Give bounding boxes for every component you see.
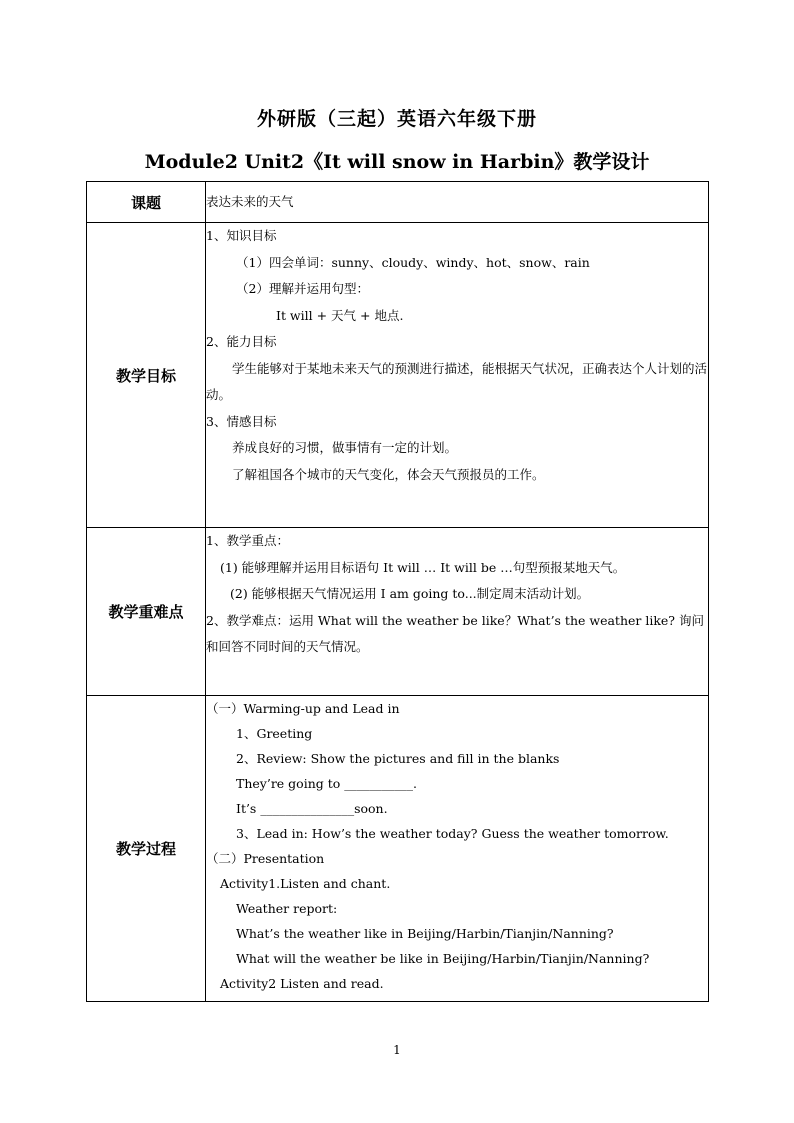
objective-line: It will + 天气 + 地点. bbox=[276, 307, 404, 323]
process-label: 教学过程 bbox=[87, 696, 206, 1002]
objective-line: （2）理解并运用句型： bbox=[236, 281, 369, 296]
process-line: It’s _______________soon. bbox=[236, 801, 388, 816]
process-line: 2、Review: Show the pictures and fill in the blanks bbox=[236, 751, 560, 766]
table-row-process bbox=[87, 696, 709, 1002]
objective-line: （1）四会单词：sunny、cloudy、windy、hot、snow、rain bbox=[236, 254, 590, 270]
objective-line: 3、情感目标 bbox=[206, 413, 277, 429]
key-points-content bbox=[206, 528, 709, 696]
key-points-label: 教学重难点 bbox=[87, 528, 206, 696]
document-subtitle: Module2 Unit2《It will snow in Harbin》教学设计 bbox=[144, 151, 650, 173]
process-line: 3、Lead in: How’s the weather today? Guess the weather tomorrow. bbox=[236, 826, 669, 841]
process-line: They’re going to ___________. bbox=[236, 776, 417, 791]
page-number: 1 bbox=[393, 1043, 401, 1057]
objectives-label: 教学目标 bbox=[87, 223, 206, 528]
process-line: 1、Greeting bbox=[236, 726, 313, 741]
table-row-key-points bbox=[87, 528, 709, 696]
table-row-topic bbox=[87, 182, 709, 223]
process-line: What will the weather be like in Beijing/Harbin/Tianjin/Nanning? bbox=[236, 951, 650, 966]
topic-label: 课题 bbox=[87, 182, 206, 223]
process-line: Activity1.Listen and chant. bbox=[220, 876, 391, 891]
process-line: Activity2 Listen and read. bbox=[220, 976, 384, 991]
process-line: What’s the weather like in Beijing/Harbin/Tianjin/Nanning? bbox=[236, 926, 614, 941]
process-line: （一）Warming-up and Lead in bbox=[206, 701, 400, 716]
objective-line: 2、能力目标 bbox=[206, 334, 277, 349]
key-point-line: (1) 能够理解并运用目标语句 It will … It will be …句型预报某地天气。 bbox=[220, 559, 626, 575]
key-point-line: (2) 能够根据天气情况运用 I am going to...制定周末活动计划。 bbox=[230, 586, 590, 601]
topic-text: 表达未来的天气 bbox=[206, 194, 294, 209]
lesson-plan-table bbox=[86, 181, 709, 1002]
objective-line: 了解祖国各个城市的天气变化，体会天气预报员的工作。 bbox=[232, 466, 545, 482]
key-point-line: 2、教学难点：运用 What will the weather be like？What’s the weather like? 询问和回答不同时间的天气情况。 bbox=[206, 612, 704, 654]
objective-line: 学生能够对于某地未来天气的预测进行描述，能根据天气状况，正确表达个人计划的活动。 bbox=[206, 360, 708, 402]
objectives-content bbox=[206, 223, 709, 528]
process-line: （二）Presentation bbox=[206, 851, 325, 866]
process-line: Weather report: bbox=[236, 901, 338, 916]
objective-line: 养成良好的习惯，做事情有一定的计划。 bbox=[232, 440, 458, 455]
document-title: 外研版（三起）英语六年级下册 bbox=[256, 108, 537, 130]
key-point-line: 1、教学重点： bbox=[206, 533, 289, 548]
objective-line: 1、知识目标 bbox=[206, 228, 277, 243]
process-content bbox=[206, 696, 709, 1002]
table-row-objectives bbox=[87, 223, 709, 528]
topic-value bbox=[206, 182, 709, 223]
